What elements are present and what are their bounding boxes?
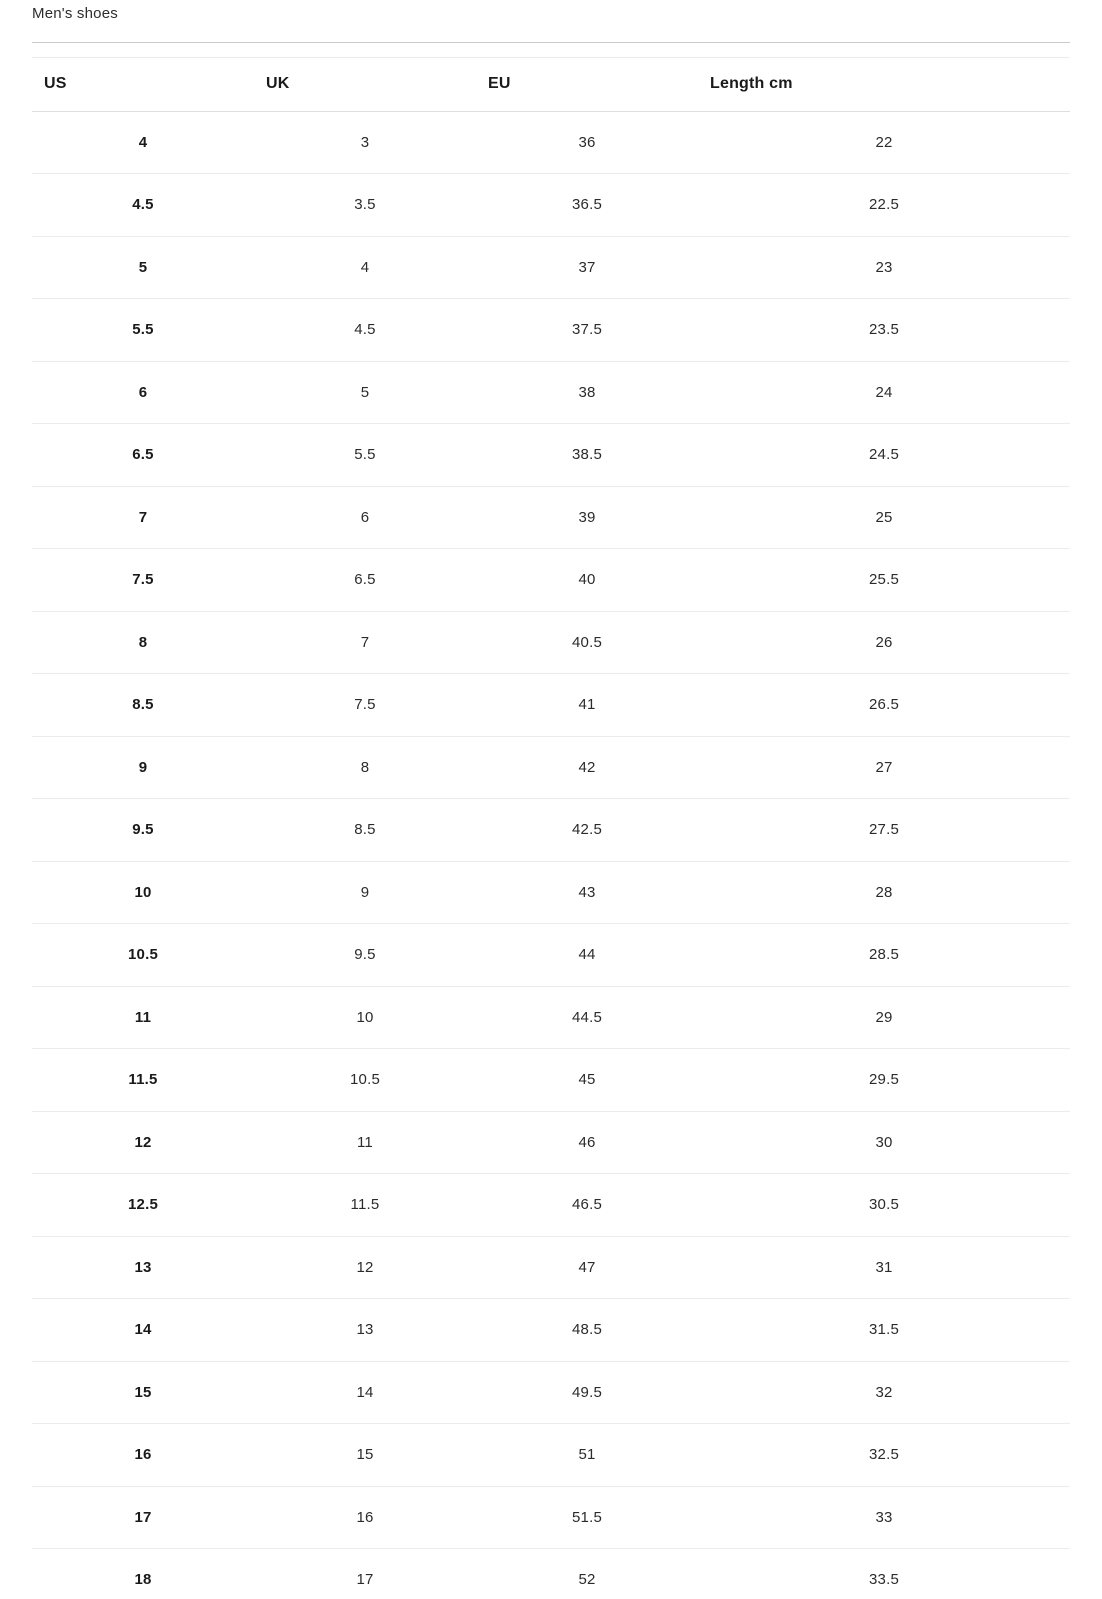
cell-us: 9 [32, 736, 254, 799]
cell-eu: 36.5 [476, 174, 698, 237]
cell-length-cm: 23 [698, 236, 1070, 299]
cell-eu: 43 [476, 861, 698, 924]
table-row [32, 924, 1070, 987]
cell-us: 14 [32, 1299, 254, 1362]
cell-us: 4.5 [32, 174, 254, 237]
cell-eu: 46 [476, 1111, 698, 1174]
table-row [32, 736, 1070, 799]
size-conversion-table [32, 58, 1070, 1599]
cell-uk: 9.5 [254, 924, 476, 987]
cell-uk: 4.5 [254, 299, 476, 362]
cell-uk: 15 [254, 1424, 476, 1487]
cell-length-cm: 23.5 [698, 299, 1070, 362]
table-row [32, 111, 1070, 174]
cell-uk: 16 [254, 1486, 476, 1549]
table-row [32, 236, 1070, 299]
cell-length-cm: 22.5 [698, 174, 1070, 237]
cell-uk: 6.5 [254, 549, 476, 612]
cell-eu: 52 [476, 1549, 698, 1599]
cell-eu: 51 [476, 1424, 698, 1487]
cell-eu: 39 [476, 486, 698, 549]
cell-us: 8.5 [32, 674, 254, 737]
cell-eu: 41 [476, 674, 698, 737]
cell-eu: 45 [476, 1049, 698, 1112]
cell-uk: 5 [254, 361, 476, 424]
cell-uk: 12 [254, 1236, 476, 1299]
cell-us: 11.5 [32, 1049, 254, 1112]
cell-us: 13 [32, 1236, 254, 1299]
cell-us: 10.5 [32, 924, 254, 987]
cell-length-cm: 31 [698, 1236, 1070, 1299]
cell-length-cm: 24 [698, 361, 1070, 424]
table-row [32, 1549, 1070, 1599]
cell-eu: 44.5 [476, 986, 698, 1049]
cell-eu: 51.5 [476, 1486, 698, 1549]
cell-us: 8 [32, 611, 254, 674]
cell-length-cm: 28 [698, 861, 1070, 924]
cell-uk: 6 [254, 486, 476, 549]
cell-length-cm: 30.5 [698, 1174, 1070, 1237]
table-row [32, 1361, 1070, 1424]
cell-length-cm: 30 [698, 1111, 1070, 1174]
cell-eu: 48.5 [476, 1299, 698, 1362]
cell-us: 7 [32, 486, 254, 549]
cell-eu: 38.5 [476, 424, 698, 487]
table-row [32, 1299, 1070, 1362]
cell-length-cm: 32.5 [698, 1424, 1070, 1487]
column-header-eu: EU [476, 58, 698, 111]
table-row [32, 986, 1070, 1049]
table-row [32, 1174, 1070, 1237]
cell-eu: 42.5 [476, 799, 698, 862]
size-table-container [32, 57, 1070, 1599]
cell-eu: 40.5 [476, 611, 698, 674]
cell-uk: 9 [254, 861, 476, 924]
cell-us: 11 [32, 986, 254, 1049]
cell-eu: 40 [476, 549, 698, 612]
cell-us: 9.5 [32, 799, 254, 862]
cell-eu: 36 [476, 111, 698, 174]
cell-uk: 5.5 [254, 424, 476, 487]
cell-uk: 7.5 [254, 674, 476, 737]
cell-uk: 17 [254, 1549, 476, 1599]
table-header [32, 58, 1070, 111]
title-divider [32, 42, 1070, 43]
table-row [32, 174, 1070, 237]
cell-us: 12 [32, 1111, 254, 1174]
cell-us: 18 [32, 1549, 254, 1599]
cell-uk: 13 [254, 1299, 476, 1362]
cell-us: 16 [32, 1424, 254, 1487]
cell-uk: 11 [254, 1111, 476, 1174]
table-row [32, 799, 1070, 862]
cell-length-cm: 33.5 [698, 1549, 1070, 1599]
cell-eu: 44 [476, 924, 698, 987]
cell-uk: 3.5 [254, 174, 476, 237]
table-row [32, 1424, 1070, 1487]
cell-eu: 47 [476, 1236, 698, 1299]
column-header-uk: UK [254, 58, 476, 111]
cell-uk: 10.5 [254, 1049, 476, 1112]
cell-uk: 4 [254, 236, 476, 299]
cell-length-cm: 33 [698, 1486, 1070, 1549]
cell-length-cm: 22 [698, 111, 1070, 174]
cell-eu: 37.5 [476, 299, 698, 362]
cell-uk: 14 [254, 1361, 476, 1424]
cell-us: 7.5 [32, 549, 254, 612]
cell-length-cm: 27 [698, 736, 1070, 799]
cell-length-cm: 27.5 [698, 799, 1070, 862]
table-row [32, 1236, 1070, 1299]
table-row [32, 861, 1070, 924]
cell-us: 10 [32, 861, 254, 924]
table-row [32, 549, 1070, 612]
cell-length-cm: 24.5 [698, 424, 1070, 487]
table-row [32, 1111, 1070, 1174]
cell-uk: 8 [254, 736, 476, 799]
cell-uk: 3 [254, 111, 476, 174]
cell-uk: 10 [254, 986, 476, 1049]
cell-eu: 49.5 [476, 1361, 698, 1424]
table-row [32, 486, 1070, 549]
table-row [32, 611, 1070, 674]
column-header-length-cm: Length cm [698, 58, 1070, 111]
header-row [32, 58, 1070, 111]
cell-eu: 42 [476, 736, 698, 799]
cell-us: 5 [32, 236, 254, 299]
cell-us: 6.5 [32, 424, 254, 487]
cell-us: 17 [32, 1486, 254, 1549]
cell-length-cm: 25.5 [698, 549, 1070, 612]
table-row [32, 1486, 1070, 1549]
cell-us: 5.5 [32, 299, 254, 362]
cell-us: 4 [32, 111, 254, 174]
page-title: Men's shoes [32, 5, 118, 22]
column-header-us: US [32, 58, 254, 111]
cell-eu: 46.5 [476, 1174, 698, 1237]
cell-uk: 11.5 [254, 1174, 476, 1237]
table-row [32, 424, 1070, 487]
table-row [32, 299, 1070, 362]
cell-length-cm: 31.5 [698, 1299, 1070, 1362]
cell-uk: 7 [254, 611, 476, 674]
cell-length-cm: 25 [698, 486, 1070, 549]
cell-length-cm: 29 [698, 986, 1070, 1049]
cell-length-cm: 26.5 [698, 674, 1070, 737]
cell-us: 15 [32, 1361, 254, 1424]
cell-length-cm: 28.5 [698, 924, 1070, 987]
table-row [32, 1049, 1070, 1112]
cell-length-cm: 26 [698, 611, 1070, 674]
table-row [32, 361, 1070, 424]
cell-eu: 38 [476, 361, 698, 424]
cell-uk: 8.5 [254, 799, 476, 862]
cell-us: 6 [32, 361, 254, 424]
cell-eu: 37 [476, 236, 698, 299]
cell-us: 12.5 [32, 1174, 254, 1237]
size-table-body [32, 111, 1070, 1599]
table-row [32, 674, 1070, 737]
cell-length-cm: 29.5 [698, 1049, 1070, 1112]
cell-length-cm: 32 [698, 1361, 1070, 1424]
